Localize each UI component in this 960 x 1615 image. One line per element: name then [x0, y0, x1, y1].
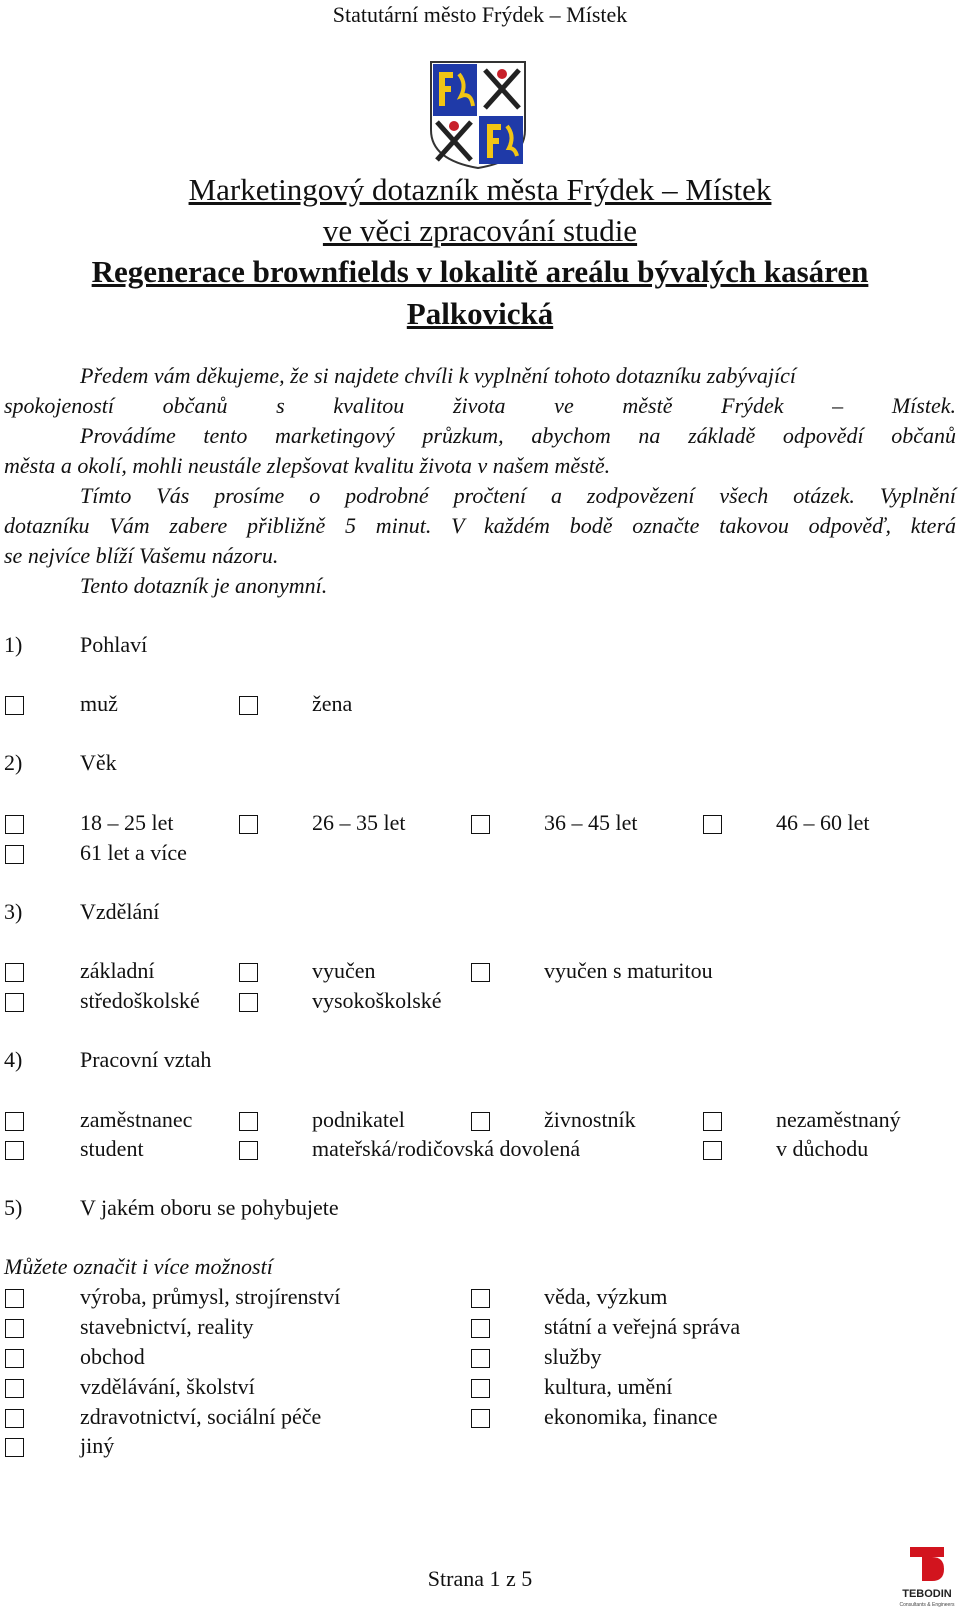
option-label: živnostník	[544, 1107, 636, 1132]
q4-number: 4)	[4, 1047, 23, 1072]
checkbox-q4-podnikatel[interactable]	[239, 1112, 258, 1131]
checkbox-q3-vyucen-maturita[interactable]	[471, 963, 490, 982]
checkbox-q4-nezamestnany[interactable]	[703, 1112, 722, 1131]
intro-line: Tento dotazník je anonymní.	[80, 573, 328, 598]
checkbox-q5-jiny[interactable]	[5, 1438, 24, 1457]
option-label: obchod	[80, 1344, 145, 1369]
checkbox-q1-muz[interactable]	[5, 696, 24, 715]
intro-line: Provádíme tento marketingový průzkum, abychom na základě odpovědí občanů	[80, 423, 956, 448]
title-line-2: ve věci zpracování studie	[322, 213, 638, 248]
checkbox-q5-vzdelavani[interactable]	[5, 1379, 24, 1398]
option-label: středoškolské	[80, 988, 200, 1013]
checkbox-q5-ekonomika[interactable]	[471, 1409, 490, 1428]
option-label: v důchodu	[776, 1136, 869, 1161]
option-label: 46 – 60 let	[776, 810, 870, 835]
option-label: 61 let a více	[80, 840, 187, 865]
checkbox-q5-sluzby[interactable]	[471, 1349, 490, 1368]
title-line-1: Marketingový dotazník města Frýdek – Místek	[188, 172, 772, 207]
q5-note: Můžete označit i více možností	[4, 1254, 273, 1279]
intro-line: města a okolí, mohli neustále zlepšovat kvalitu života v našem městě.	[4, 453, 611, 478]
q3-text: Vzdělání	[80, 899, 160, 924]
checkbox-q3-vyucen[interactable]	[239, 963, 258, 982]
option-label: jiný	[80, 1433, 115, 1458]
option-label: vyučen	[312, 958, 376, 983]
q3-number: 3)	[4, 899, 23, 924]
intro-line: se nejvíce blíží Vašemu názoru.	[4, 543, 279, 568]
checkbox-q5-zdravotnictvi[interactable]	[5, 1409, 24, 1428]
option-label: výroba, průmysl, strojírenství	[80, 1284, 341, 1309]
checkbox-q4-student[interactable]	[5, 1141, 24, 1160]
q2-number: 2)	[4, 750, 23, 775]
checkbox-q5-stavebnictvi[interactable]	[5, 1319, 24, 1338]
option-label: zaměstnanec	[80, 1107, 193, 1132]
q2-text: Věk	[80, 750, 117, 775]
option-label: služby	[544, 1344, 602, 1369]
checkbox-q2-36-45[interactable]	[471, 815, 490, 834]
checkbox-q4-zamestnanec[interactable]	[5, 1112, 24, 1131]
option-label: vyučen s maturitou	[544, 958, 713, 983]
intro-line: Tímto Vás prosíme o podrobné pročtení a zodpovězení všech otázek. Vyplnění	[80, 483, 956, 508]
checkbox-q5-statni-sprava[interactable]	[471, 1319, 490, 1338]
page-number: Strana 1 z 5	[427, 1566, 533, 1591]
option-label: mateřská/rodičovská dovolená	[312, 1136, 581, 1161]
q5-number: 5)	[4, 1195, 23, 1220]
option-label: věda, výzkum	[544, 1284, 668, 1309]
option-label: vysokoškolské	[312, 988, 442, 1013]
coat-of-arms-icon	[429, 60, 527, 170]
option-label: základní	[80, 958, 155, 983]
option-label: vzdělávání, školství	[80, 1374, 255, 1399]
checkbox-q5-vyroba[interactable]	[5, 1289, 24, 1308]
intro-line: Předem vám děkujeme, že si najdete chvíli k vyplnění tohoto dotazníku zabývající	[80, 363, 796, 388]
option-label: státní a veřejná správa	[544, 1314, 741, 1339]
option-label: student	[80, 1136, 144, 1161]
option-label: kultura, umění	[544, 1374, 673, 1399]
intro-line: spokojeností občanů s kvalitou života ve městě Frýdek – Místek.	[4, 393, 956, 418]
page-header: Statutární město Frýdek – Místek	[332, 2, 628, 27]
checkbox-q4-zivnostnik[interactable]	[471, 1112, 490, 1131]
checkbox-q5-veda[interactable]	[471, 1289, 490, 1308]
option-label: muž	[80, 691, 118, 716]
checkbox-q2-26-35[interactable]	[239, 815, 258, 834]
title-line-4: Palkovická	[406, 296, 554, 331]
checkbox-q1-zena[interactable]	[239, 696, 258, 715]
svg-text:Consultants & Engineers: Consultants & Engineers	[899, 1602, 955, 1608]
option-label: nezaměstnaný	[776, 1107, 901, 1132]
option-label: žena	[312, 691, 353, 716]
option-label: stavebnictví, reality	[80, 1314, 254, 1339]
checkbox-q5-kultura[interactable]	[471, 1379, 490, 1398]
option-label: 18 – 25 let	[80, 810, 174, 835]
q5-text: V jakém oboru se pohybujete	[80, 1195, 339, 1220]
checkbox-q4-duchod[interactable]	[703, 1141, 722, 1160]
q4-text: Pracovní vztah	[80, 1047, 212, 1072]
checkbox-q3-stredoskolske[interactable]	[5, 993, 24, 1012]
svg-text:TEBODIN: TEBODIN	[902, 1588, 952, 1600]
option-label: podnikatel	[312, 1107, 405, 1132]
q1-number: 1)	[4, 632, 23, 657]
intro-line: dotazníku Vám zabere přibližně 5 minut. V každém bodě označte takovou odpověď, která	[4, 513, 956, 538]
option-label: zdravotnictví, sociální péče	[80, 1404, 322, 1429]
checkbox-q2-46-60[interactable]	[703, 815, 722, 834]
checkbox-q4-materska[interactable]	[239, 1141, 258, 1160]
checkbox-q5-obchod[interactable]	[5, 1349, 24, 1368]
checkbox-q3-vysokoskolske[interactable]	[239, 993, 258, 1012]
checkbox-q2-61-plus[interactable]	[5, 845, 24, 864]
option-label: 36 – 45 let	[544, 810, 638, 835]
option-label: ekonomika, finance	[544, 1404, 718, 1429]
tebodin-logo-icon	[898, 1545, 956, 1609]
title-line-3: Regenerace brownfields v lokalitě areálu bývalých kasáren	[91, 254, 869, 289]
option-label: 26 – 35 let	[312, 810, 406, 835]
q1-text: Pohlaví	[80, 632, 148, 657]
checkbox-q2-18-25[interactable]	[5, 815, 24, 834]
checkbox-q3-zakladni[interactable]	[5, 963, 24, 982]
